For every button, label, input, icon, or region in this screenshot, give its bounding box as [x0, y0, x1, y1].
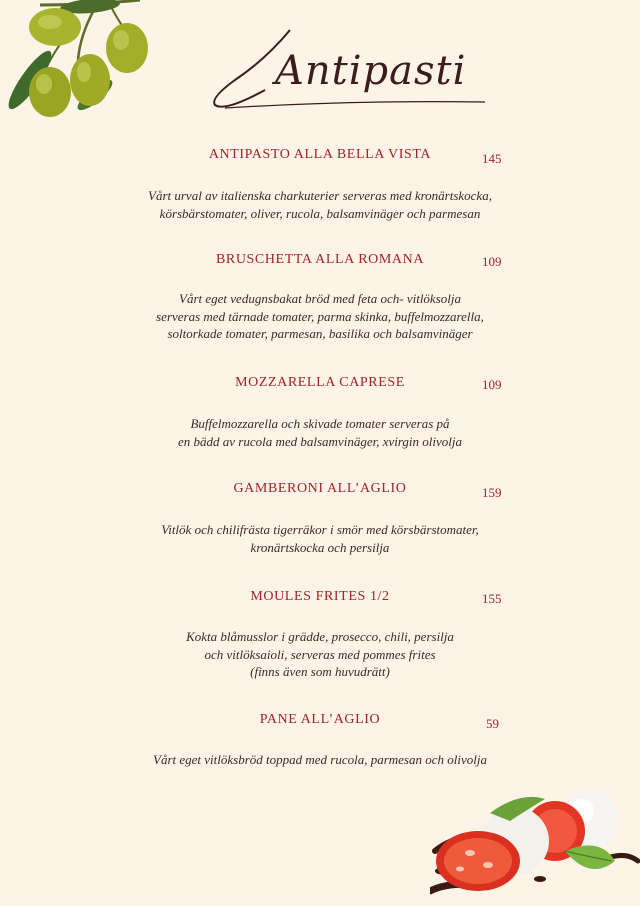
menu-title-block: [205, 20, 490, 115]
item-price: 155: [482, 591, 502, 606]
description-line: körsbärstomater, oliver, rucola, balsamvinäger och parmesan: [159, 205, 481, 221]
item-description: [100, 187, 540, 222]
caprese-illustration: [430, 791, 640, 906]
description-line: Vårt eget vitlöksbröd toppad med rucola, parmesan och olivolja: [153, 752, 487, 767]
item-price: 59: [486, 716, 499, 731]
description-line: (finns även som huvudrätt): [250, 664, 390, 679]
item-description: [100, 521, 540, 556]
item-description: [100, 415, 540, 450]
description-line: Vårt urval av italienska charkuterier serveras med kronärtskocka,: [148, 188, 492, 203]
item-price: 145: [482, 151, 502, 166]
item-name: MOZZARELLA CAPRESE: [235, 375, 405, 390]
description-line: Vårt eget vedugnsbakat bröd med feta och- vitlöksolja: [179, 291, 461, 306]
description-line: soltorkade tomater, parmesan, basilika och balsamvinäger: [167, 326, 473, 341]
item-name: GAMBERONI ALL’AGLIO: [233, 481, 407, 496]
description-line: kronärtskocka och persilja: [250, 539, 390, 555]
description-line: Vitlök och chilifrästa tigerräkor i smör med körsbärstomater,: [161, 522, 479, 537]
item-description: [100, 290, 540, 343]
item-name: BRUSCHETTA ALLA ROMANA: [215, 252, 425, 267]
item-description: [100, 628, 540, 681]
description-line: serveras med tärnade tomater, parma skinka, buffelmozzarella,: [156, 308, 484, 324]
item-name: ANTIPASTO ALLA BELLA VISTA: [208, 147, 432, 162]
item-name: PANE ALL’AGLIO: [259, 712, 381, 727]
description-line: och vitlöksaioli, serveras med pommes frites: [204, 646, 436, 662]
item-description: [100, 751, 540, 769]
description-line: Buffelmozzarella och skivade tomater serveras på: [190, 416, 450, 431]
description-line: en bädd av rucola med balsamvinäger, xvirgin olivolja: [177, 433, 463, 449]
page-title: Antipasti: [275, 48, 467, 94]
item-price: 109: [482, 254, 502, 269]
olive-branch-illustration: [0, 0, 160, 125]
item-price: 109: [482, 377, 502, 392]
description-line: Kokta blåmusslor i grädde, prosecco, chili, persilja: [186, 629, 454, 644]
item-name: MOULES FRITES 1/2: [250, 589, 390, 604]
item-price: 159: [482, 485, 502, 500]
